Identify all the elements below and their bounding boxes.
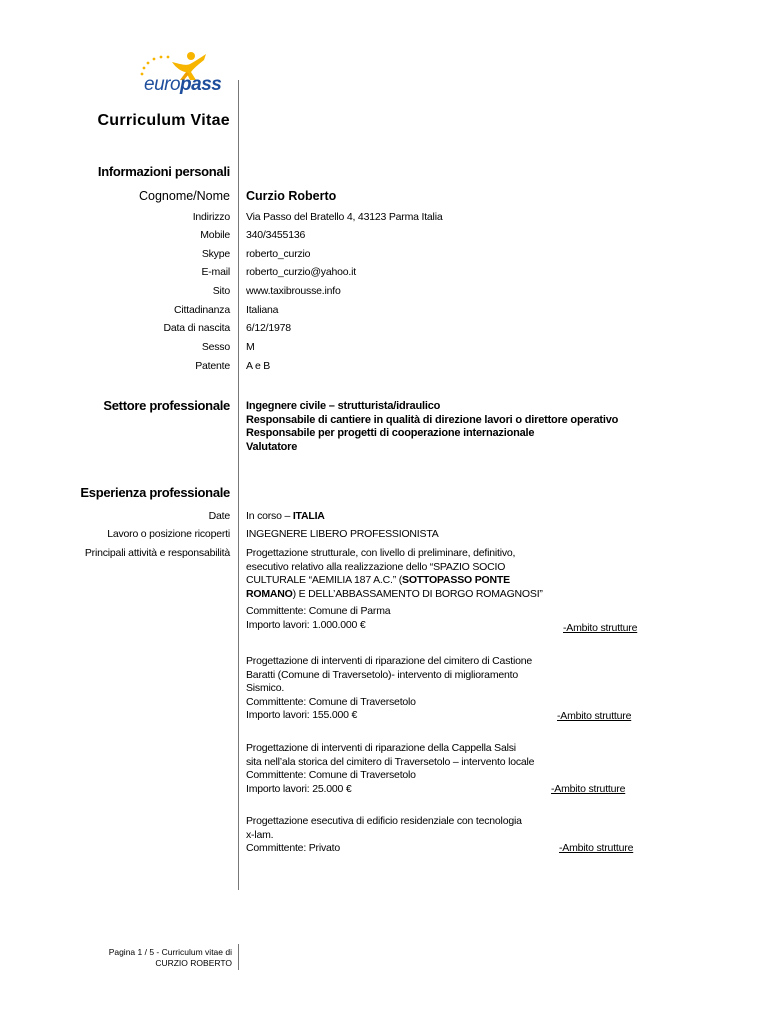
- name-label: Cognome/Nome: [138, 189, 230, 203]
- activities-label: Principali attività e responsabilità: [84, 547, 230, 559]
- europass-logo: [134, 50, 244, 100]
- email-value[interactable]: roberto_curzio@yahoo.it: [246, 266, 356, 278]
- project-4-line: x-lam.: [246, 828, 274, 841]
- project-3-line: Progettazione di interventi di riparazione della Cappella Salsi: [246, 742, 516, 754]
- section-title-sector: Settore professionale: [103, 398, 230, 413]
- website-label: Sito: [212, 285, 230, 297]
- project-2-line: Sismico.: [246, 682, 285, 694]
- date-value-text: In corso –: [246, 510, 293, 522]
- skype-label: Skype: [201, 248, 230, 260]
- role-label: Lavoro o posizione ricoperti: [107, 528, 230, 540]
- project-1-amount: Importo lavori: 1.000.000 €: [246, 618, 366, 631]
- sex-label: Sesso: [201, 341, 230, 353]
- name-value: Curzio Roberto: [246, 189, 337, 203]
- project-1-scope: -Ambito strutture: [563, 622, 638, 634]
- project-4-client: Committente: Privato: [246, 842, 341, 854]
- project-1-bold-text: ROMANO: [246, 587, 293, 600]
- citizenship-value: Italiana: [246, 304, 279, 316]
- project-1-bold-text: SOTTOPASSO PONTE: [402, 574, 510, 586]
- project-3-client: Committente: Comune di Traversetolo: [246, 769, 416, 781]
- skype-value: roberto_curzio: [246, 248, 311, 260]
- project-2-line: Baratti (Comune di Traversetolo)- intervento di miglioramento: [246, 668, 519, 681]
- page-title: Curriculum Vitae: [97, 112, 230, 129]
- project-2-line: Progettazione di interventi di riparazione del cimitero di Castione: [246, 655, 533, 667]
- project-1-text: ) E DELL’ABBASSAMENTO DI BORGO ROMAGNOSI”: [292, 587, 543, 600]
- mobile-label: Mobile: [200, 229, 230, 241]
- website-value[interactable]: www.taxibrousse.info: [246, 285, 341, 297]
- project-3-line: sita nell’ala storica del cimitero di Traversetolo – intervento locale: [246, 755, 535, 768]
- project-1-text: CULTURALE “AEMILIA 187 A.C.” (: [246, 574, 403, 586]
- section-title-experience: Esperienza professionale: [80, 485, 230, 500]
- sector-lines: [246, 400, 646, 454]
- footer-name: CURZIO ROBERTO: [155, 958, 232, 968]
- project-1-client: Committente: Comune di Parma: [246, 605, 391, 617]
- citizenship-label: Cittadinanza: [174, 304, 230, 316]
- project-3-scope: -Ambito strutture: [551, 783, 626, 795]
- license-label: Patente: [195, 360, 230, 372]
- address-value: Via Passo del Bratello 4, 43123 Parma Italia: [246, 211, 443, 223]
- project-3-amount: Importo lavori: 25.000 €: [246, 782, 352, 795]
- project-2-amount: Importo lavori: 155.000 €: [246, 709, 358, 721]
- footer-divider: [238, 944, 239, 970]
- logo-text-pass: pass: [180, 74, 222, 95]
- sector-line: Ingegnere civile – strutturista/idraulico: [246, 400, 441, 412]
- project-1: [246, 547, 646, 632]
- address-label: Indirizzo: [192, 211, 230, 223]
- sector-line: Responsabile per progetti di cooperazione internazionale: [246, 427, 535, 439]
- sector-line: Valutatore: [246, 440, 298, 453]
- page-footer: [109, 947, 232, 969]
- footer-page-info: Pagina 1 / 5 - Curriculum vitae di: [108, 947, 232, 957]
- date-label: Date: [208, 510, 230, 522]
- logo-text-euro: euro: [144, 74, 181, 95]
- project-2-client: Committente: Comune di Traversetolo: [246, 695, 416, 708]
- project-1-line: esecutivo relativo alla realizzazione dello “SPAZIO SOCIO: [246, 560, 506, 573]
- birthdate-label: Data di nascita: [163, 322, 230, 334]
- sex-value: M: [246, 341, 255, 353]
- sector-line: Responsabile di cantiere in qualità di direzione lavori o direttore operativo: [246, 413, 619, 426]
- project-1-line: Progettazione strutturale, con livello di preliminare, definitivo,: [246, 547, 516, 559]
- birthdate-value: 6/12/1978: [246, 322, 291, 334]
- project-2-scope: -Ambito strutture: [557, 710, 632, 722]
- project-4-scope: -Ambito strutture: [559, 842, 634, 854]
- project-1-line: [246, 574, 646, 588]
- project-4-line: Progettazione esecutiva di edificio residenziale con tecnologia: [246, 815, 522, 827]
- role-value: INGEGNERE LIBERO PROFESSIONISTA: [246, 528, 439, 540]
- date-value-country: ITALIA: [292, 510, 325, 522]
- project-1-line: [246, 588, 646, 602]
- date-value: [246, 510, 325, 522]
- license-value: A e B: [246, 360, 271, 372]
- section-title-personal: Informazioni personali: [97, 164, 230, 179]
- mobile-value: 340/3455136: [246, 229, 306, 241]
- column-divider: [238, 80, 239, 890]
- email-label: E-mail: [201, 266, 230, 278]
